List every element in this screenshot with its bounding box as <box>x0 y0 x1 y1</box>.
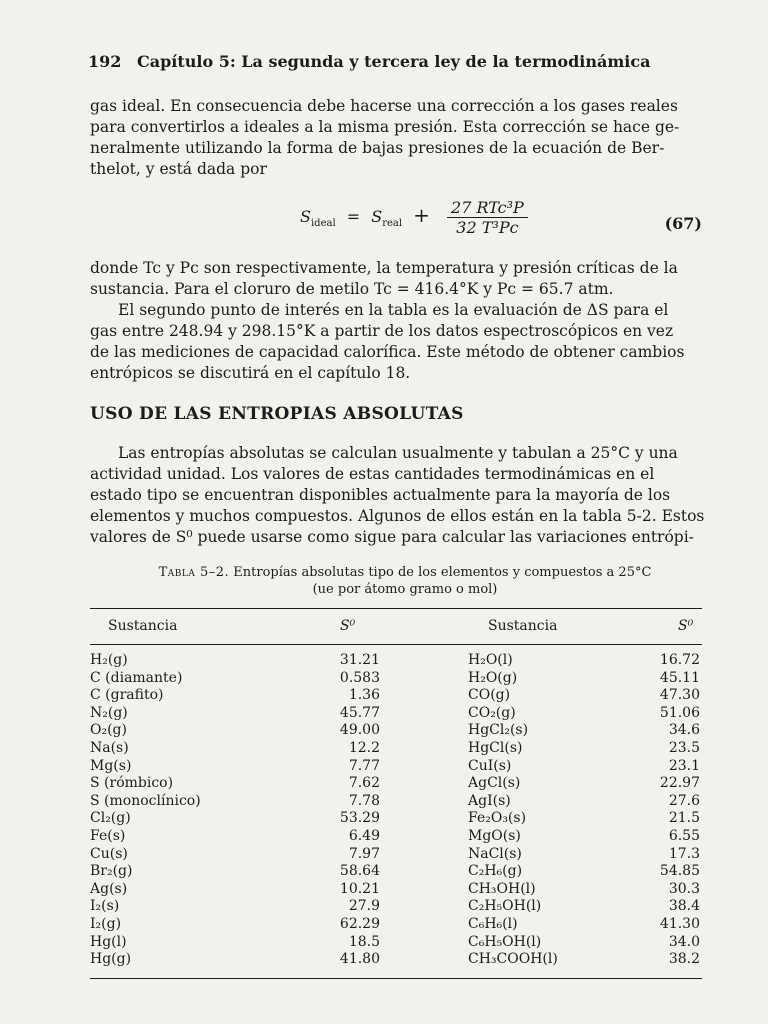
caption-units: (ue por átomo gramo o mol) <box>312 582 498 597</box>
table-cell-substance: Ag(s) <box>90 880 128 897</box>
text-line: gas ideal. En consecuencia debe hacerse una corrección a los gases reales <box>90 97 678 115</box>
header-s0-right: S⁰ <box>678 618 694 634</box>
table-cell-entropy: 27.6 <box>668 792 700 809</box>
paragraph-4 <box>90 443 710 548</box>
text-line: actividad unidad. Los valores de estas cantidades termodinámicas en el <box>90 465 655 483</box>
table-cell-entropy: 41.30 <box>659 915 700 932</box>
text-line: entrópicos se discutirá en el capítulo 18. <box>90 364 411 382</box>
table-cell-substance: Cu(s) <box>90 845 128 862</box>
table-cell-entropy: 12.2 <box>348 739 380 756</box>
table-cell-entropy: 6.55 <box>668 827 700 844</box>
table-cell-entropy: 53.29 <box>339 810 380 827</box>
table-label: Tabla 5–2. <box>158 565 230 580</box>
header-substance-left: Sustancia <box>108 618 178 634</box>
table-cell-entropy: 51.06 <box>659 704 700 721</box>
table-cell-entropy: 34.0 <box>668 933 700 950</box>
table-cell-substance: NaCl(s) <box>468 845 522 862</box>
table-cell-substance: HgCl(s) <box>468 739 523 756</box>
table-cell-substance: S (monoclínico) <box>90 792 201 809</box>
table-cell-substance: CH₃OH(l) <box>468 880 536 897</box>
table-caption <box>105 564 705 598</box>
table-cell-substance: C (diamante) <box>90 669 183 686</box>
left-value-column <box>270 652 380 969</box>
equation-body <box>300 198 528 237</box>
text-line: neralmente utilizando la forma de bajas presiones de la ecuación de Ber- <box>90 139 665 157</box>
table-cell-substance: Mg(s) <box>90 757 132 774</box>
table-cell-entropy: 38.4 <box>668 898 700 915</box>
table-cell-substance: O₂(g) <box>90 722 127 739</box>
table-cell-entropy: 21.5 <box>668 810 700 827</box>
table-cell-entropy: 10.21 <box>339 880 380 897</box>
table-cell-substance: CO₂(g) <box>468 704 516 721</box>
right-value-column <box>610 652 700 969</box>
paragraph-3 <box>90 300 710 384</box>
table-cell-substance: C₆H₆(l) <box>468 915 518 932</box>
table-header <box>90 612 702 642</box>
equation-67 <box>90 192 710 242</box>
eq-lhs: S <box>300 207 311 226</box>
table-cell-substance: C₂H₆(g) <box>468 863 523 880</box>
table-cell-entropy: 22.97 <box>659 775 700 792</box>
text-line: gas entre 248.94 y 298.15°K a partir de los datos espectroscópicos en vez <box>90 322 674 340</box>
eq-plus: + <box>413 203 430 227</box>
text-line: Las entropías absolutas se calculan usualmente y tabulan a 25°C y una <box>118 444 678 462</box>
page-number: 192 <box>88 52 122 71</box>
table-cell-substance: CH₃COOH(l) <box>468 951 558 968</box>
table-cell-entropy: 23.1 <box>668 757 700 774</box>
table-cell-entropy: 18.5 <box>348 933 380 950</box>
table-cell-entropy: 45.11 <box>659 669 700 686</box>
text-line: thelot, y está dada por <box>90 160 267 178</box>
table-cell-entropy: 6.49 <box>348 827 380 844</box>
table-cell-substance: C₂H₅OH(l) <box>468 898 542 915</box>
header-s0-left: S⁰ <box>340 618 356 634</box>
table-cell-entropy: 49.00 <box>339 722 380 739</box>
equation-number: (67) <box>664 214 702 233</box>
table-cell-entropy: 54.85 <box>659 863 700 880</box>
eq-equals: = <box>346 207 361 226</box>
text-line: donde Tc y Pc son respectivamente, la temperatura y presión críticas de la <box>90 259 678 277</box>
table-cell-substance: Hg(g) <box>90 951 132 968</box>
chapter-title: Capítulo 5: La segunda y tercera ley de la termodinámica <box>136 52 651 71</box>
table-header-rule <box>90 644 702 645</box>
eq-rhs-term: S <box>371 207 383 226</box>
text-line: para convertirlos a ideales a la misma presión. Esta corrección se hace ge- <box>90 118 680 136</box>
table-cell-substance: MgO(s) <box>468 827 521 844</box>
table-cell-entropy: 23.5 <box>668 739 700 756</box>
text-line: valores de S⁰ puede usarse como sigue para calcular las variaciones entrópi- <box>90 528 694 546</box>
eq-fraction <box>447 198 528 237</box>
table-cell-substance: Hg(l) <box>90 933 127 950</box>
table-cell-entropy: 0.583 <box>339 669 380 686</box>
entropy-table <box>90 612 702 968</box>
table-cell-substance: S (rómbico) <box>90 775 174 792</box>
eq-lhs-subscript: ideal <box>310 218 336 230</box>
running-header <box>88 52 651 71</box>
table-cell-entropy: 7.62 <box>348 775 380 792</box>
table-cell-entropy: 7.97 <box>348 845 380 862</box>
table-cell-entropy: 16.72 <box>659 652 700 668</box>
table-top-rule <box>90 608 702 609</box>
table-cell-entropy: 7.77 <box>348 757 380 774</box>
table-cell-substance: I₂(s) <box>90 898 120 915</box>
table-cell-entropy: 17.3 <box>668 845 700 862</box>
header-substance-right: Sustancia <box>488 618 558 634</box>
table-cell-substance: C (grafito) <box>90 687 164 704</box>
table-cell-substance: Cl₂(g) <box>90 810 131 827</box>
eq-denominator: 32 T³Pc <box>456 218 519 237</box>
table-cell-entropy: 27.9 <box>348 898 380 915</box>
table-cell-substance: I₂(g) <box>90 915 122 932</box>
caption-text: Entropías absolutas tipo de los elementos y compuestos a 25°C <box>233 565 652 580</box>
table-cell-entropy: 41.80 <box>339 951 380 968</box>
table-cell-entropy: 62.29 <box>339 915 380 932</box>
table-cell-substance: H₂(g) <box>90 652 128 668</box>
eq-numerator: 27 RTc³P <box>447 198 528 218</box>
text-line: elementos y muchos compuestos. Algunos de ellos están en la tabla 5-2. Estos <box>90 507 705 525</box>
paragraph-2 <box>90 258 710 300</box>
table-cell-substance: AgI(s) <box>468 792 511 809</box>
table-cell-substance: Na(s) <box>90 739 129 756</box>
table-cell-substance: H₂O(l) <box>468 652 513 668</box>
table-cell-substance: C₆H₅OH(l) <box>468 933 542 950</box>
table-cell-substance: N₂(g) <box>90 704 128 721</box>
eq-rhs-subscript: real <box>382 218 403 230</box>
text-line: sustancia. Para el cloruro de metilo Tc = 416.4°K y Pc = 65.7 atm. <box>90 280 614 298</box>
table-cell-substance: Fe(s) <box>90 827 126 844</box>
table-cell-substance: AgCl(s) <box>468 775 521 792</box>
table-cell-substance: Fe₂O₃(s) <box>468 810 527 827</box>
table-cell-entropy: 30.3 <box>668 880 700 897</box>
table-cell-entropy: 38.2 <box>668 951 700 968</box>
table-cell-substance: CuI(s) <box>468 757 512 774</box>
text-line: estado tipo se encuentran disponibles actualmente para la mayoría de los <box>90 486 671 504</box>
table-cell-entropy: 31.21 <box>339 652 380 668</box>
table-cell-entropy: 45.77 <box>339 704 380 721</box>
table-cell-entropy: 58.64 <box>339 863 380 880</box>
table-bottom-rule <box>90 978 702 979</box>
left-substance-column <box>90 652 250 969</box>
table-cell-substance: HgCl₂(s) <box>468 722 529 739</box>
table-cell-entropy: 7.78 <box>348 792 380 809</box>
paragraph-1 <box>90 96 710 180</box>
right-substance-column <box>468 652 618 969</box>
table-cell-entropy: 34.6 <box>668 722 700 739</box>
table-cell-substance: CO(g) <box>468 687 511 704</box>
text-line: de las mediciones de capacidad calorífica. Este método de obtener cambios <box>90 343 685 361</box>
table-cell-substance: H₂O(g) <box>468 669 518 686</box>
table-cell-entropy: 1.36 <box>348 687 380 704</box>
section-heading: USO DE LAS ENTROPIAS ABSOLUTAS <box>90 404 464 424</box>
table-cell-entropy: 47.30 <box>659 687 700 704</box>
table-cell-substance: Br₂(g) <box>90 863 133 880</box>
text-line: El segundo punto de interés en la tabla es la evaluación de ΔS para el <box>118 301 669 319</box>
